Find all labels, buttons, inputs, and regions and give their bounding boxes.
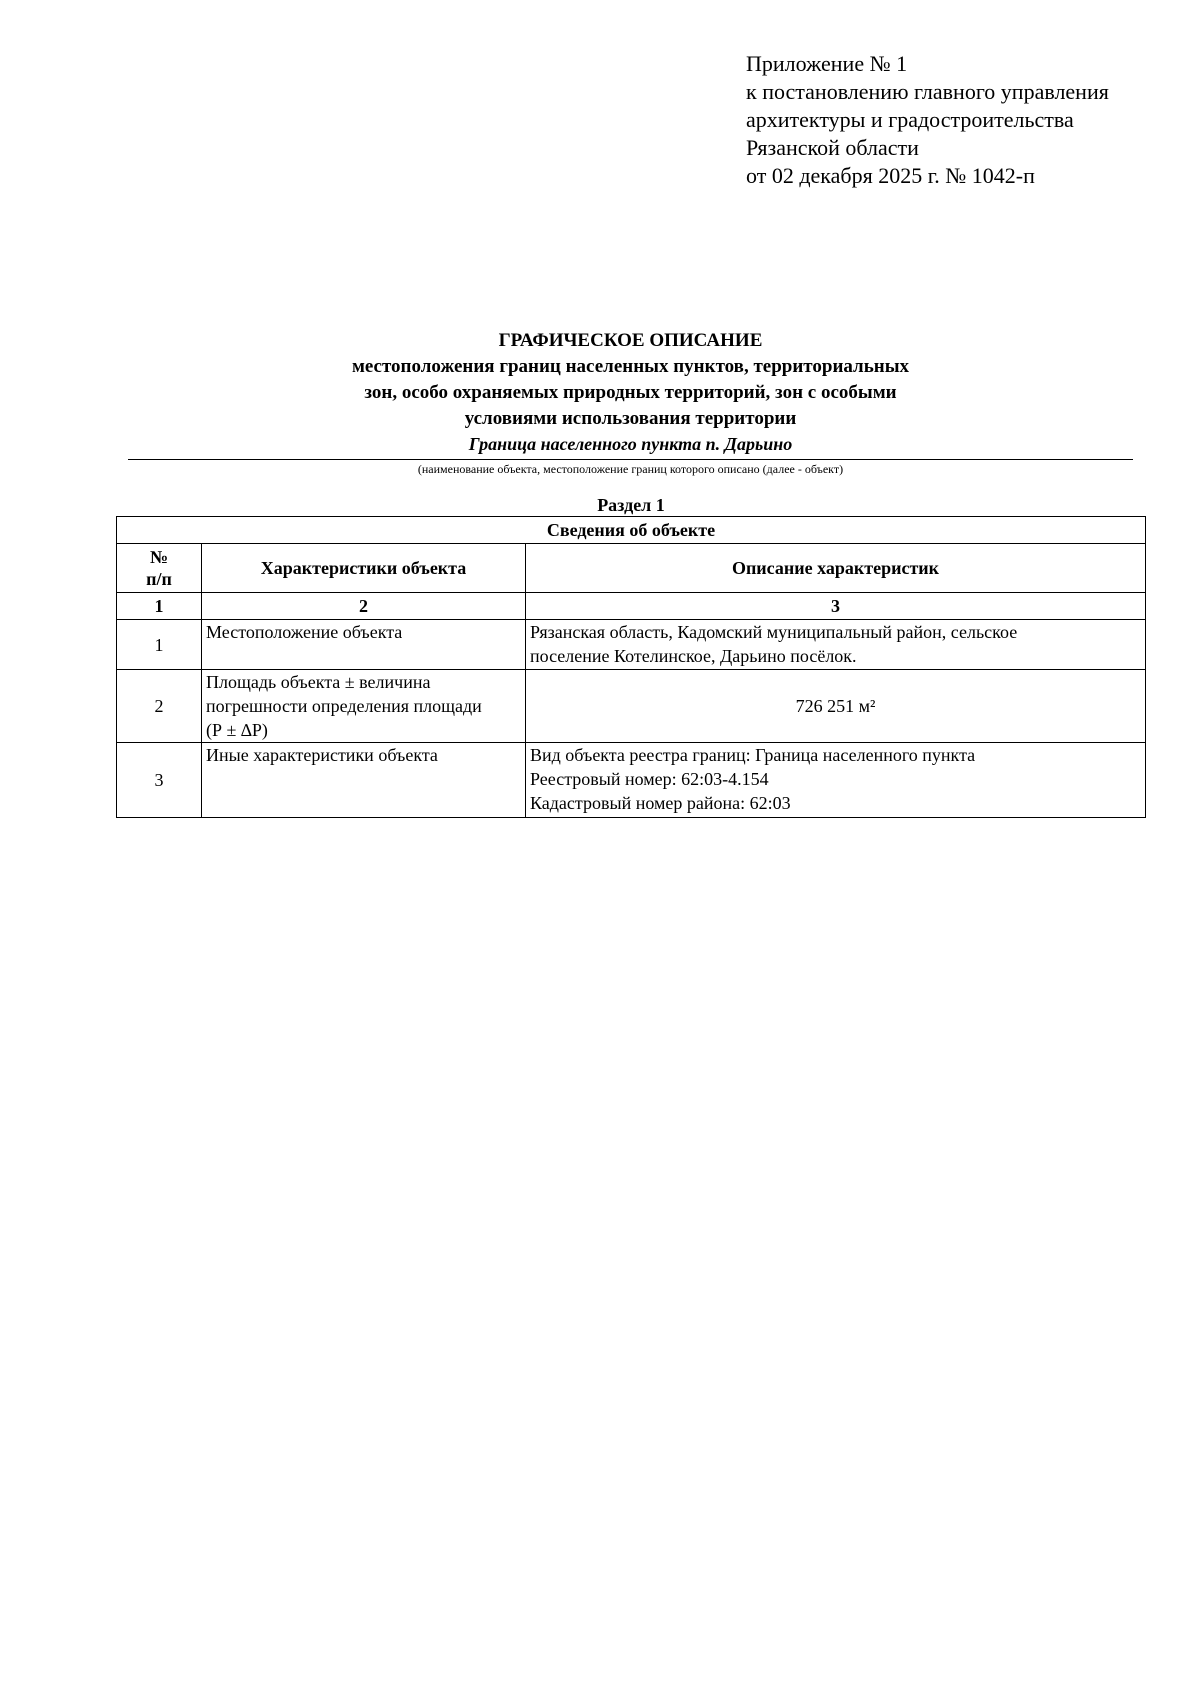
header-num-line: № [149,547,169,567]
column-index-row [117,593,1146,620]
table-header-row [117,544,1146,593]
table-row [117,620,1146,670]
object-name-underline [128,459,1133,460]
document-subtitle-line: зон, особо охраняемых природных территорий, зон с особыми [364,382,897,403]
row-description [526,743,1146,818]
document-subtitle-line: условиями использования территории [464,408,797,429]
section-title: Раздел 1 [597,495,665,515]
header-num [117,544,202,593]
header-num-line: п/п [146,569,172,589]
table-row [117,743,1146,818]
document-title: ГРАФИЧЕСКОЕ ОПИСАНИЕ [498,330,763,351]
appendix-line: архитектуры и градостроительства [746,107,1074,132]
description-line: Реестровый номер: 62:03-4.154 [530,769,769,789]
row-number: 2 [117,670,202,743]
column-index: 3 [526,593,1146,620]
column-index: 1 [117,593,202,620]
row-characteristic [202,743,526,818]
row-number: 1 [117,620,202,670]
characteristic-line: Площадь объекта ± величина [206,672,431,692]
row-description [526,670,1146,743]
row-characteristic [202,620,526,670]
appendix-line: к постановлению главного управления [746,79,1109,104]
table-title: Сведения об объекте [117,517,1146,544]
object-info-table [116,516,1146,818]
characteristic-line: погрешности определения площади [206,696,482,716]
document-title-block [128,328,1133,456]
row-description [526,620,1146,670]
row-number: 3 [117,743,202,818]
header-characteristics: Характеристики объекта [202,544,526,593]
appendix-line: Рязанской области [746,135,919,160]
object-name-caption: (наименование объекта, местоположение границ которого описано (далее - объект) [417,462,844,476]
row-characteristic [202,670,526,743]
appendix-line: Приложение № 1 [746,51,908,76]
characteristic-line: (Р ± ∆Р) [206,720,268,740]
table-row [117,670,1146,743]
description-line: 726 251 м² [795,696,876,716]
appendix-block [746,50,1109,190]
description-line: Кадастровый номер района: 62:03 [530,793,791,813]
document-subtitle-line: местоположения границ населенных пунктов, территориальных [351,356,910,377]
table-title-row [117,517,1146,544]
header-description: Описание характеристик [526,544,1146,593]
characteristic-line: Иные характеристики объекта [206,745,438,765]
object-name: Граница населенного пункта п. Дарьино [468,434,793,454]
description-line: Рязанская область, Кадомский муниципальный район, сельское [530,622,1018,642]
characteristic-line: Местоположение объекта [206,622,403,642]
description-line: поселение Котелинское, Дарьино посёлок. [530,646,857,666]
column-index: 2 [202,593,526,620]
description-line: Вид объекта реестра границ: Граница населенного пункта [530,745,976,765]
appendix-line: от 02 декабря 2025 г. № 1042-п [746,163,1035,188]
